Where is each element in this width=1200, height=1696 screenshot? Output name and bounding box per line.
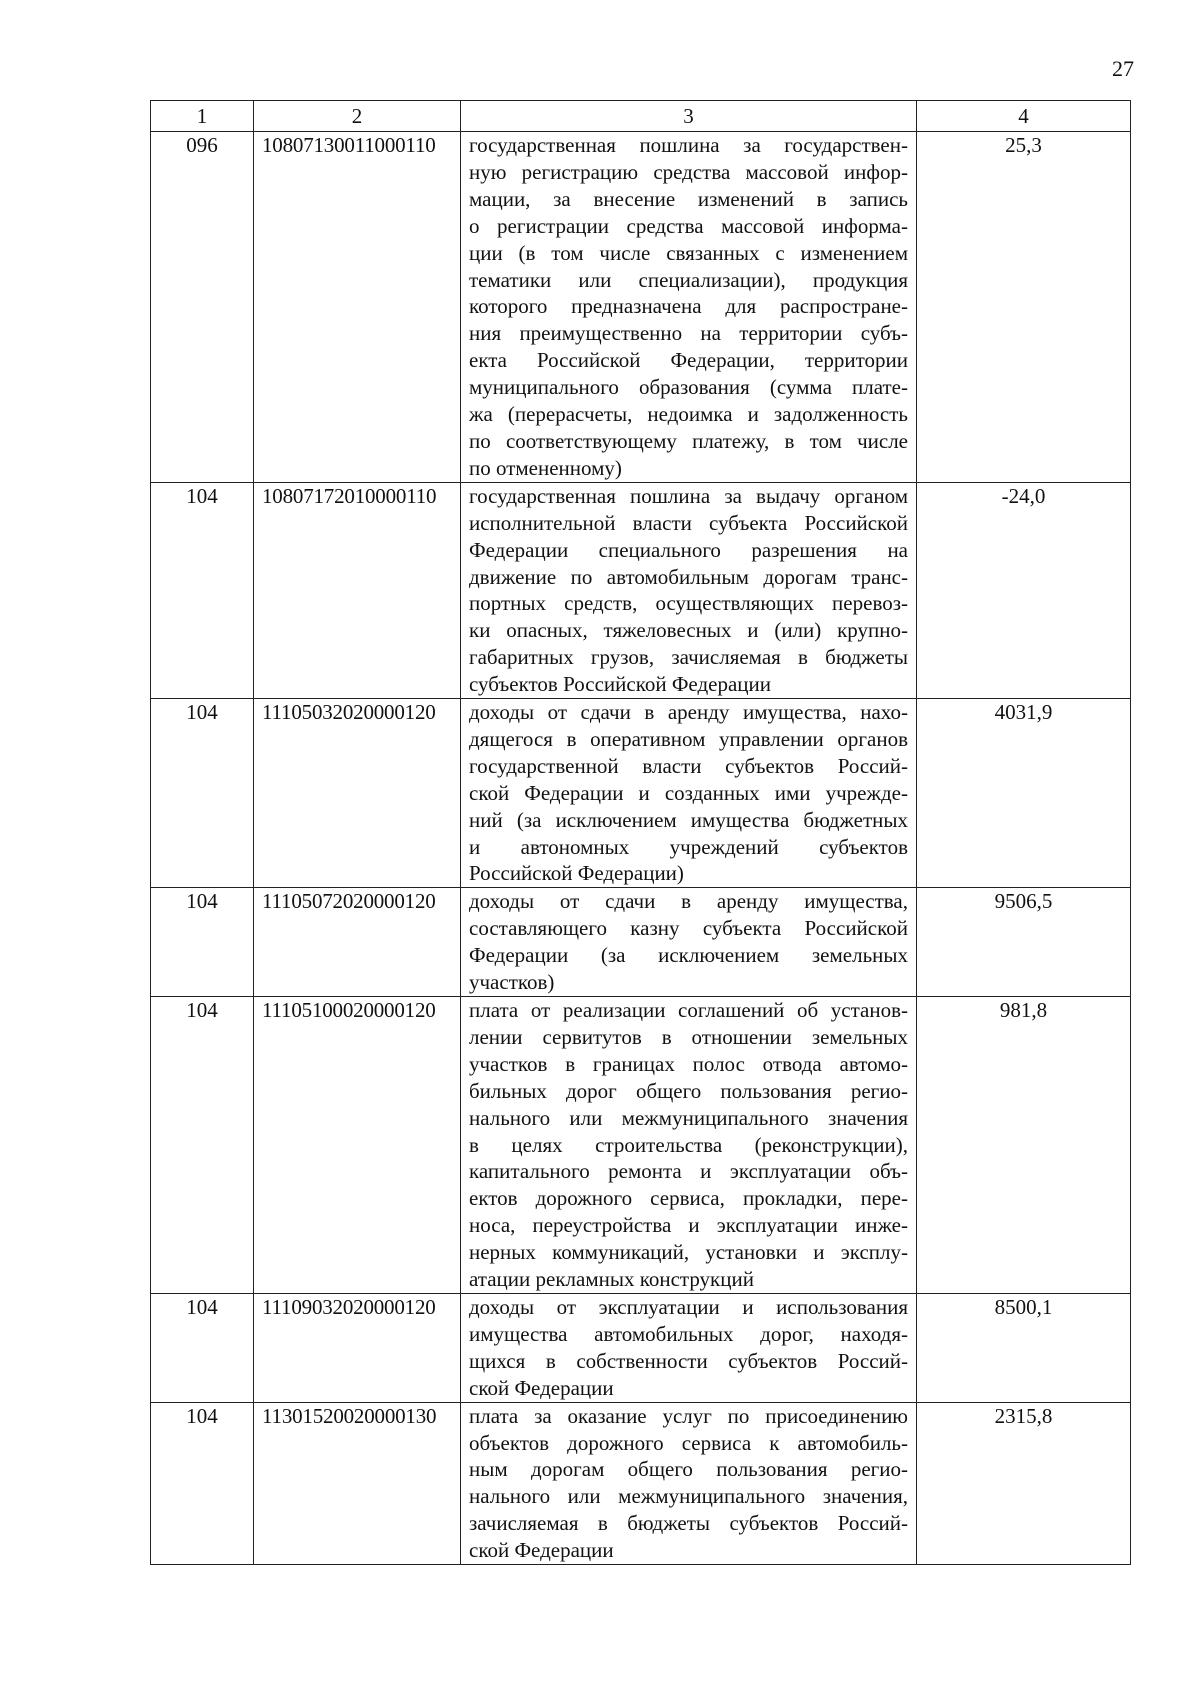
amount-cell: 981,8 xyxy=(917,997,1131,1294)
description-line: участков) xyxy=(469,970,555,995)
description-line: нального или межмуниципального значения xyxy=(469,1105,908,1130)
column-header-2: 2 xyxy=(254,101,461,132)
description-line: зачисляемая в бюджеты субъектов Россий- xyxy=(469,1511,908,1536)
description-line: щихся в собственности субъектов Россий- xyxy=(469,1348,908,1373)
description-cell xyxy=(461,888,917,997)
budget-code-cell: 11105100020000120 xyxy=(254,997,461,1294)
column-header-3: 3 xyxy=(461,101,917,132)
description-cell xyxy=(461,997,917,1294)
description-line: ской Федерации xyxy=(469,1375,614,1400)
description-line: и автономных учреждений субъектов xyxy=(469,834,908,859)
description-line: ным дорогам общего пользования регио- xyxy=(469,1457,908,1482)
table-row xyxy=(151,1402,1131,1564)
description-line: тематики или специализации), продукция xyxy=(469,267,908,292)
description-line: участков в границах полос отвода автомо- xyxy=(469,1051,908,1076)
description-line: государственной власти субъектов Россий- xyxy=(469,753,908,778)
admin-code-cell: 104 xyxy=(151,997,254,1294)
description-cell xyxy=(461,1402,917,1564)
amount-cell: 8500,1 xyxy=(917,1293,1131,1402)
description-line: ний (за исключением имущества бюджетных xyxy=(469,807,908,832)
description-line: Федерации специального разрешения на xyxy=(469,537,908,562)
description-line: движение по автомобильным дорогам транс- xyxy=(469,564,908,589)
description-line: ную регистрацию средства массовой инфор- xyxy=(469,159,908,184)
table-row xyxy=(151,482,1131,698)
revenue-table xyxy=(150,100,1131,1565)
budget-code-cell: 11105072020000120 xyxy=(254,888,461,997)
description-line: по соответствующему платежу, в том числе xyxy=(469,428,908,453)
amount-cell: 4031,9 xyxy=(917,699,1131,888)
description-line: по отмененному) xyxy=(469,455,622,480)
description-line: объектов дорожного сервиса к автомобиль- xyxy=(469,1430,908,1455)
budget-code-cell: 10807172010000110 xyxy=(254,482,461,698)
description-line: имущества автомобильных дорог, находя- xyxy=(469,1321,908,1346)
description-line: портных средств, осуществляющих перевоз- xyxy=(469,591,908,616)
description-line: ской Федерации xyxy=(469,1538,614,1563)
column-header-1: 1 xyxy=(151,101,254,132)
description-line: ской Федерации и созданных ими учрежде- xyxy=(469,780,908,805)
table-row xyxy=(151,1293,1131,1402)
description-line: ния преимущественно на территории субъ- xyxy=(469,321,908,346)
amount-cell: 9506,5 xyxy=(917,888,1131,997)
description-line: которого предназначена для распростране- xyxy=(469,294,908,319)
description-line: лении сервитутов в отношении земельных xyxy=(469,1024,908,1049)
description-line: нального или межмуниципального значения, xyxy=(469,1484,908,1509)
description-line: доходы от эксплуатации и использования xyxy=(469,1294,908,1319)
description-line: мации, за внесение изменений в запись xyxy=(469,186,908,211)
column-header-4: 4 xyxy=(917,101,1131,132)
description-line: государственная пошлина за выдачу органом xyxy=(469,483,908,508)
description-line: плата от реализации соглашений об установ- xyxy=(469,998,908,1022)
description-line: субъектов Российской Федерации xyxy=(469,672,772,697)
admin-code-cell: 104 xyxy=(151,482,254,698)
table-row xyxy=(151,997,1131,1294)
admin-code-cell: 104 xyxy=(151,699,254,888)
description-cell xyxy=(461,1293,917,1402)
description-line: Федерации (за исключением земельных xyxy=(469,943,908,968)
description-line: муниципального образования (сумма плате- xyxy=(469,375,908,400)
description-line: нерных коммуникаций, установки и эксплу- xyxy=(469,1240,908,1265)
header-row xyxy=(151,101,1131,132)
description-line: габаритных грузов, зачисляемая в бюджеты xyxy=(469,645,908,670)
table-row xyxy=(151,699,1131,888)
budget-code-cell: 11109032020000120 xyxy=(254,1293,461,1402)
description-line: государственная пошлина за государствен- xyxy=(469,133,908,157)
table-row xyxy=(151,132,1131,483)
description-cell xyxy=(461,132,917,483)
description-cell xyxy=(461,482,917,698)
description-line: капитального ремонта и эксплуатации объ- xyxy=(469,1159,908,1184)
admin-code-cell: 104 xyxy=(151,888,254,997)
description-line: екта Российской Федерации, территории xyxy=(469,348,908,373)
description-line: бильных дорог общего пользования регио- xyxy=(469,1078,908,1103)
description-line: ции (в том числе связанных с изменением xyxy=(469,240,908,265)
table-row xyxy=(151,888,1131,997)
description-line: жа (перерасчеты, недоимка и задолженность xyxy=(469,402,908,427)
amount-cell: 2315,8 xyxy=(917,1402,1131,1564)
description-cell xyxy=(461,699,917,888)
admin-code-cell: 104 xyxy=(151,1293,254,1402)
amount-cell: 25,3 xyxy=(917,132,1131,483)
description-line: ектов дорожного сервиса, прокладки, пере- xyxy=(469,1186,908,1211)
description-line: доходы от сдачи в аренду имущества, нахо- xyxy=(469,700,908,725)
admin-code-cell: 096 xyxy=(151,132,254,483)
budget-code-cell: 11105032020000120 xyxy=(254,699,461,888)
budget-code-cell: 10807130011000110 xyxy=(254,132,461,483)
description-line: составляющего казну субъекта Российской xyxy=(469,916,908,941)
description-line: о регистрации средства массовой информа- xyxy=(469,213,908,238)
page-number: 27 xyxy=(1112,56,1134,81)
description-line: Российской Федерации) xyxy=(469,861,684,886)
amount-cell: -24,0 xyxy=(917,482,1131,698)
description-line: атации рекламных конструкций xyxy=(469,1267,754,1292)
budget-code-cell: 11301520020000130 xyxy=(254,1402,461,1564)
description-line: дящегося в оперативном управлении органов xyxy=(469,726,908,751)
description-line: доходы от сдачи в аренду имущества, xyxy=(469,889,908,914)
description-line: в целях строительства (реконструкции), xyxy=(469,1132,908,1157)
description-line: плата за оказание услуг по присоединению xyxy=(469,1403,908,1428)
admin-code-cell: 104 xyxy=(151,1402,254,1564)
description-line: носа, переустройства и эксплуатации инже- xyxy=(469,1213,908,1238)
description-line: ки опасных, тяжеловесных и (или) крупно- xyxy=(469,618,908,643)
description-line: исполнительной власти субъекта Российской xyxy=(469,510,908,535)
